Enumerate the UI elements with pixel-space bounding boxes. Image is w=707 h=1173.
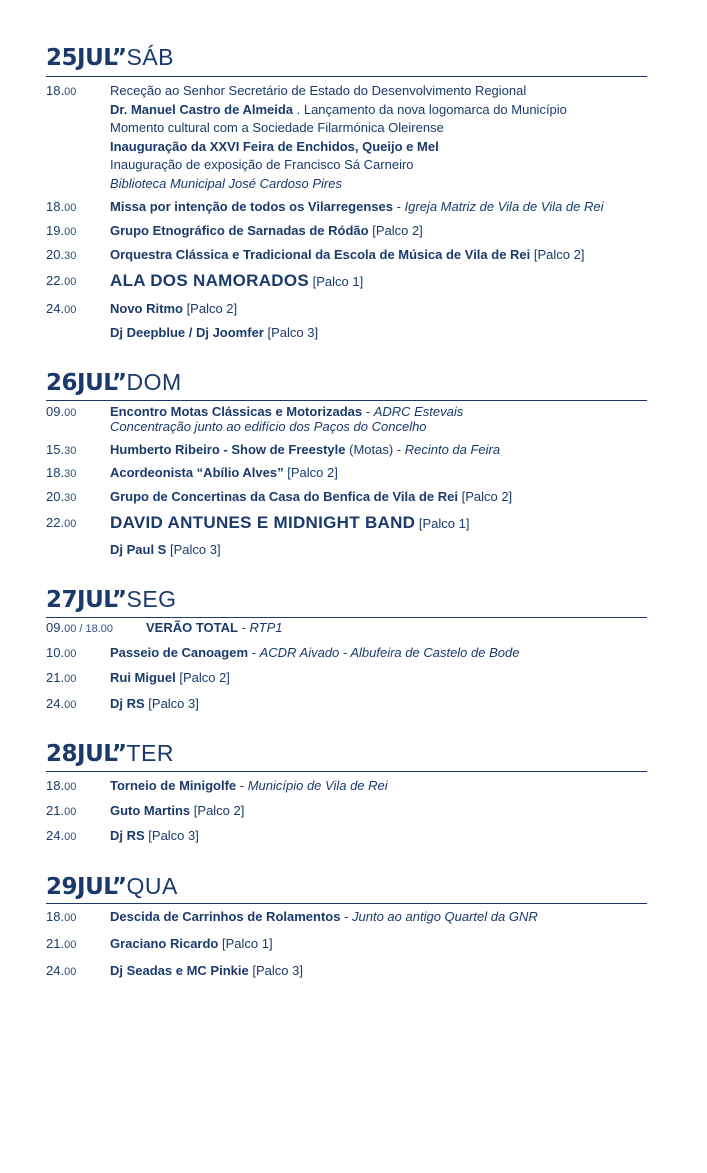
event-hour: 21. bbox=[46, 803, 65, 818]
event-minutes: 00 bbox=[64, 407, 77, 419]
event-time bbox=[46, 695, 76, 715]
event-hour: 24. bbox=[46, 696, 65, 711]
event-line bbox=[110, 300, 237, 319]
event-time bbox=[46, 404, 76, 421]
event-stage: - bbox=[392, 199, 405, 214]
event-minutes: 00 bbox=[64, 673, 77, 685]
event-minutes: 00 bbox=[64, 623, 77, 635]
event-details bbox=[110, 802, 244, 821]
event-time bbox=[46, 644, 76, 664]
day-weekday: SEG bbox=[126, 586, 177, 612]
event-stage: [Palco 2] bbox=[457, 489, 513, 504]
event-stage: [Palco 2] bbox=[283, 465, 338, 480]
event-line bbox=[110, 935, 273, 954]
event-title: Guto Martins bbox=[110, 803, 191, 818]
event-time bbox=[46, 82, 76, 102]
event-hour: 24. bbox=[46, 963, 65, 978]
event-details bbox=[110, 541, 221, 560]
event-title: Dj RS bbox=[110, 696, 145, 711]
day-date: 29JUL” bbox=[46, 874, 127, 900]
headline-act: DAVID ANTUNES E MIDNIGHT BAND bbox=[110, 513, 416, 532]
event-line bbox=[110, 541, 221, 560]
event-stage: [Palco 1] bbox=[218, 936, 273, 951]
event-line bbox=[110, 272, 363, 292]
event-minutes: 00 bbox=[64, 939, 77, 951]
event-title: Dj Paul S bbox=[110, 542, 167, 557]
event-stage: (Motas) - bbox=[345, 442, 405, 457]
event-hour: 09. bbox=[46, 404, 65, 419]
event-line bbox=[110, 488, 512, 507]
event-minutes: 00 bbox=[64, 226, 77, 238]
event-details bbox=[110, 464, 338, 483]
event-line bbox=[110, 908, 538, 927]
event-stage: [Palco 2] bbox=[368, 223, 423, 238]
event-details bbox=[110, 827, 199, 846]
event-title: Encontro Motas Clássicas e Motorizadas bbox=[110, 404, 363, 419]
event-hour: 21. bbox=[46, 670, 65, 685]
event-text: Momento cultural com a Sociedade Filarmónica Oleirense bbox=[110, 120, 444, 135]
event-details bbox=[110, 514, 469, 534]
event-minutes: 00 bbox=[64, 518, 77, 530]
event-hour: 21. bbox=[46, 936, 65, 951]
day-section bbox=[46, 873, 538, 1173]
day-section bbox=[46, 44, 604, 344]
event-stage: [Palco 3] bbox=[166, 542, 221, 557]
event-hour: 20. bbox=[46, 247, 65, 262]
day-weekday: DOM bbox=[126, 369, 182, 395]
day-date: 25JUL” bbox=[46, 45, 127, 71]
event-title: Graciano Ricardo bbox=[110, 936, 219, 951]
event-minutes: 30 bbox=[64, 250, 77, 262]
event-location: Município de Vila de Rei bbox=[247, 778, 388, 793]
event-line bbox=[110, 441, 500, 460]
event-location: Recinto da Feira bbox=[404, 442, 501, 457]
event-minutes: 00 bbox=[64, 276, 77, 288]
event-line bbox=[110, 464, 338, 483]
event-details bbox=[110, 695, 199, 714]
event-time bbox=[46, 222, 76, 242]
event-location: RTP1 bbox=[249, 620, 283, 635]
event-details bbox=[110, 669, 230, 688]
day-divider bbox=[46, 400, 647, 401]
day-heading bbox=[46, 586, 177, 614]
event-stage: - bbox=[362, 404, 374, 419]
event-title: Missa por intenção de todos os Vilarregenses bbox=[110, 199, 393, 214]
event-stage: [Palco 3] bbox=[144, 828, 199, 843]
event-venue: Concentração junto ao edifício dos Paços do Concelho bbox=[110, 419, 427, 434]
event-line bbox=[110, 101, 567, 120]
event-details bbox=[110, 908, 538, 927]
day-date: 27JUL” bbox=[46, 587, 127, 613]
event-location: ACDR Aivado - Albufeira de Castelo de Bode bbox=[259, 645, 520, 660]
event-title: Grupo Etnográfico de Sarnadas de Ródão bbox=[110, 223, 369, 238]
event-title: Passeio de Canoagem bbox=[110, 645, 248, 660]
event-location: ADRC Estevais bbox=[373, 404, 464, 419]
event-line bbox=[110, 198, 604, 217]
event-time bbox=[46, 777, 76, 797]
event-title: Humberto Ribeiro - Show de Freestyle bbox=[110, 442, 346, 457]
day-date: 28JUL” bbox=[46, 741, 127, 767]
event-stage: - bbox=[237, 620, 250, 635]
event-details bbox=[110, 300, 237, 319]
event-title: Dj Seadas e MC Pinkie bbox=[110, 963, 249, 978]
event-stage: - bbox=[340, 909, 353, 924]
event-minutes: 00 bbox=[64, 966, 77, 978]
event-line bbox=[110, 777, 388, 796]
event-minutes: 00 bbox=[64, 699, 77, 711]
day-divider bbox=[46, 903, 647, 904]
event-line bbox=[146, 619, 283, 638]
event-line bbox=[110, 119, 567, 138]
event-location: Junto ao antigo Quartel da GNR bbox=[352, 909, 538, 924]
event-line bbox=[110, 695, 199, 714]
event-title: Torneio de Minigolfe bbox=[110, 778, 237, 793]
event-details bbox=[110, 324, 318, 343]
event-details bbox=[110, 962, 303, 981]
event-time-extra: / 18.00 bbox=[76, 623, 114, 635]
event-details bbox=[110, 644, 519, 663]
event-line bbox=[110, 669, 230, 688]
event-minutes: 00 bbox=[64, 648, 77, 660]
event-time bbox=[46, 441, 76, 461]
event-stage: [Palco 2] bbox=[182, 301, 238, 316]
event-line bbox=[110, 138, 567, 157]
event-details bbox=[110, 82, 567, 193]
event-stage: . Lançamento da nova logomarca do Município bbox=[293, 101, 567, 117]
event-title: Descida de Carrinhos de Rolamentos bbox=[110, 909, 341, 924]
event-hour: 15. bbox=[46, 442, 65, 457]
event-minutes: 30 bbox=[64, 445, 77, 457]
event-hour: 18. bbox=[46, 909, 65, 924]
event-details bbox=[110, 246, 584, 265]
event-details bbox=[110, 488, 512, 507]
event-line bbox=[110, 419, 463, 434]
event-hour: 20. bbox=[46, 489, 65, 504]
event-minutes: 30 bbox=[64, 492, 77, 504]
event-text: Receção ao Senhor Secretário de Estado do Desenvolvimento Regional bbox=[110, 83, 527, 98]
event-title: Acordeonista “Abílio Alves” bbox=[110, 465, 284, 480]
day-divider bbox=[46, 771, 647, 772]
event-stage: - bbox=[236, 778, 248, 793]
event-line bbox=[110, 82, 567, 101]
event-title: Dj RS bbox=[110, 828, 145, 843]
day-heading bbox=[46, 369, 182, 397]
event-location: Igreja Matriz de Vila de Vila de Rei bbox=[404, 199, 604, 214]
event-details bbox=[110, 198, 604, 217]
event-line bbox=[110, 175, 567, 194]
event-minutes: 00 bbox=[64, 912, 77, 924]
event-time bbox=[46, 669, 76, 689]
event-stage: - bbox=[248, 645, 260, 660]
event-minutes: 00 bbox=[64, 806, 77, 818]
event-title: Grupo de Concertinas da Casa do Benfica de Vila de Rei bbox=[110, 489, 458, 504]
day-divider bbox=[46, 617, 647, 618]
event-time bbox=[46, 246, 76, 266]
event-title: VERÃO TOTAL bbox=[146, 620, 238, 635]
event-stage: [Palco 2] bbox=[530, 247, 585, 262]
event-hour: 18. bbox=[46, 778, 65, 793]
event-title: Dr. Manuel Castro de Almeida bbox=[110, 101, 294, 117]
event-stage: [Palco 3] bbox=[248, 963, 303, 978]
event-line bbox=[110, 644, 519, 663]
event-hour: 18. bbox=[46, 465, 65, 480]
event-hour: 22. bbox=[46, 273, 65, 288]
event-text: Inauguração de exposição de Francisco Sá Carneiro bbox=[110, 157, 414, 172]
event-line bbox=[110, 827, 199, 846]
event-time bbox=[46, 272, 76, 292]
event-minutes: 00 bbox=[64, 831, 77, 843]
event-hour: 24. bbox=[46, 301, 65, 316]
event-stage: [Palco 1] bbox=[309, 274, 364, 289]
event-hour: 22. bbox=[46, 515, 65, 530]
event-details bbox=[110, 272, 363, 292]
event-line bbox=[110, 404, 463, 419]
event-details bbox=[110, 441, 500, 460]
event-details bbox=[110, 404, 463, 434]
day-heading bbox=[46, 873, 178, 901]
event-line bbox=[110, 962, 303, 981]
event-hour: 10. bbox=[46, 645, 65, 660]
event-time bbox=[46, 962, 76, 982]
event-title: Orquestra Clássica e Tradicional da Escola de Música de Vila de Rei bbox=[110, 247, 531, 262]
event-line bbox=[110, 156, 567, 175]
headline-act: ALA DOS NAMORADOS bbox=[110, 271, 310, 290]
event-hour: 19. bbox=[46, 223, 65, 238]
day-heading bbox=[46, 740, 174, 768]
event-line bbox=[110, 246, 584, 265]
day-weekday: QUA bbox=[126, 873, 178, 899]
event-title: Rui Miguel bbox=[110, 670, 176, 685]
day-date: 26JUL” bbox=[46, 370, 127, 396]
event-hour: 18. bbox=[46, 199, 65, 214]
event-minutes: 00 bbox=[64, 781, 77, 793]
event-details bbox=[146, 619, 283, 638]
event-time bbox=[46, 300, 76, 320]
event-line bbox=[110, 324, 318, 343]
event-title: Novo Ritmo bbox=[110, 301, 183, 316]
event-time bbox=[46, 619, 113, 639]
event-details bbox=[110, 777, 388, 796]
event-time bbox=[46, 488, 76, 508]
event-line bbox=[110, 222, 423, 241]
event-time bbox=[46, 827, 76, 847]
event-line bbox=[110, 514, 469, 534]
event-time bbox=[46, 935, 76, 955]
event-title: Inauguração da XXVI Feira de Enchidos, Queijo e Mel bbox=[110, 138, 439, 154]
event-time bbox=[46, 514, 76, 534]
day-weekday: TER bbox=[126, 740, 174, 766]
event-line bbox=[110, 802, 244, 821]
event-title: Dj Deepblue / Dj Joomfer bbox=[110, 325, 264, 340]
event-stage: [Palco 3] bbox=[144, 696, 199, 711]
event-hour: 18. bbox=[46, 83, 65, 98]
event-stage: [Palco 1] bbox=[415, 516, 470, 531]
day-divider bbox=[46, 76, 647, 77]
event-stage: [Palco 2] bbox=[175, 670, 230, 685]
day-heading bbox=[46, 44, 174, 72]
event-venue: Biblioteca Municipal José Cardoso Pires bbox=[110, 175, 342, 191]
event-time bbox=[46, 464, 76, 484]
event-stage: [Palco 3] bbox=[263, 325, 319, 340]
event-hour: 24. bbox=[46, 828, 65, 843]
day-weekday: SÁB bbox=[126, 44, 175, 70]
event-time bbox=[46, 198, 76, 218]
event-minutes: 30 bbox=[64, 468, 77, 480]
event-hour: 09. bbox=[46, 620, 65, 635]
event-details bbox=[110, 935, 273, 954]
event-minutes: 00 bbox=[64, 202, 77, 214]
event-minutes: 00 bbox=[64, 304, 77, 316]
event-stage: [Palco 2] bbox=[190, 803, 245, 818]
event-time bbox=[46, 908, 76, 928]
event-details bbox=[110, 222, 423, 241]
event-minutes: 00 bbox=[64, 86, 77, 98]
event-time bbox=[46, 802, 76, 822]
